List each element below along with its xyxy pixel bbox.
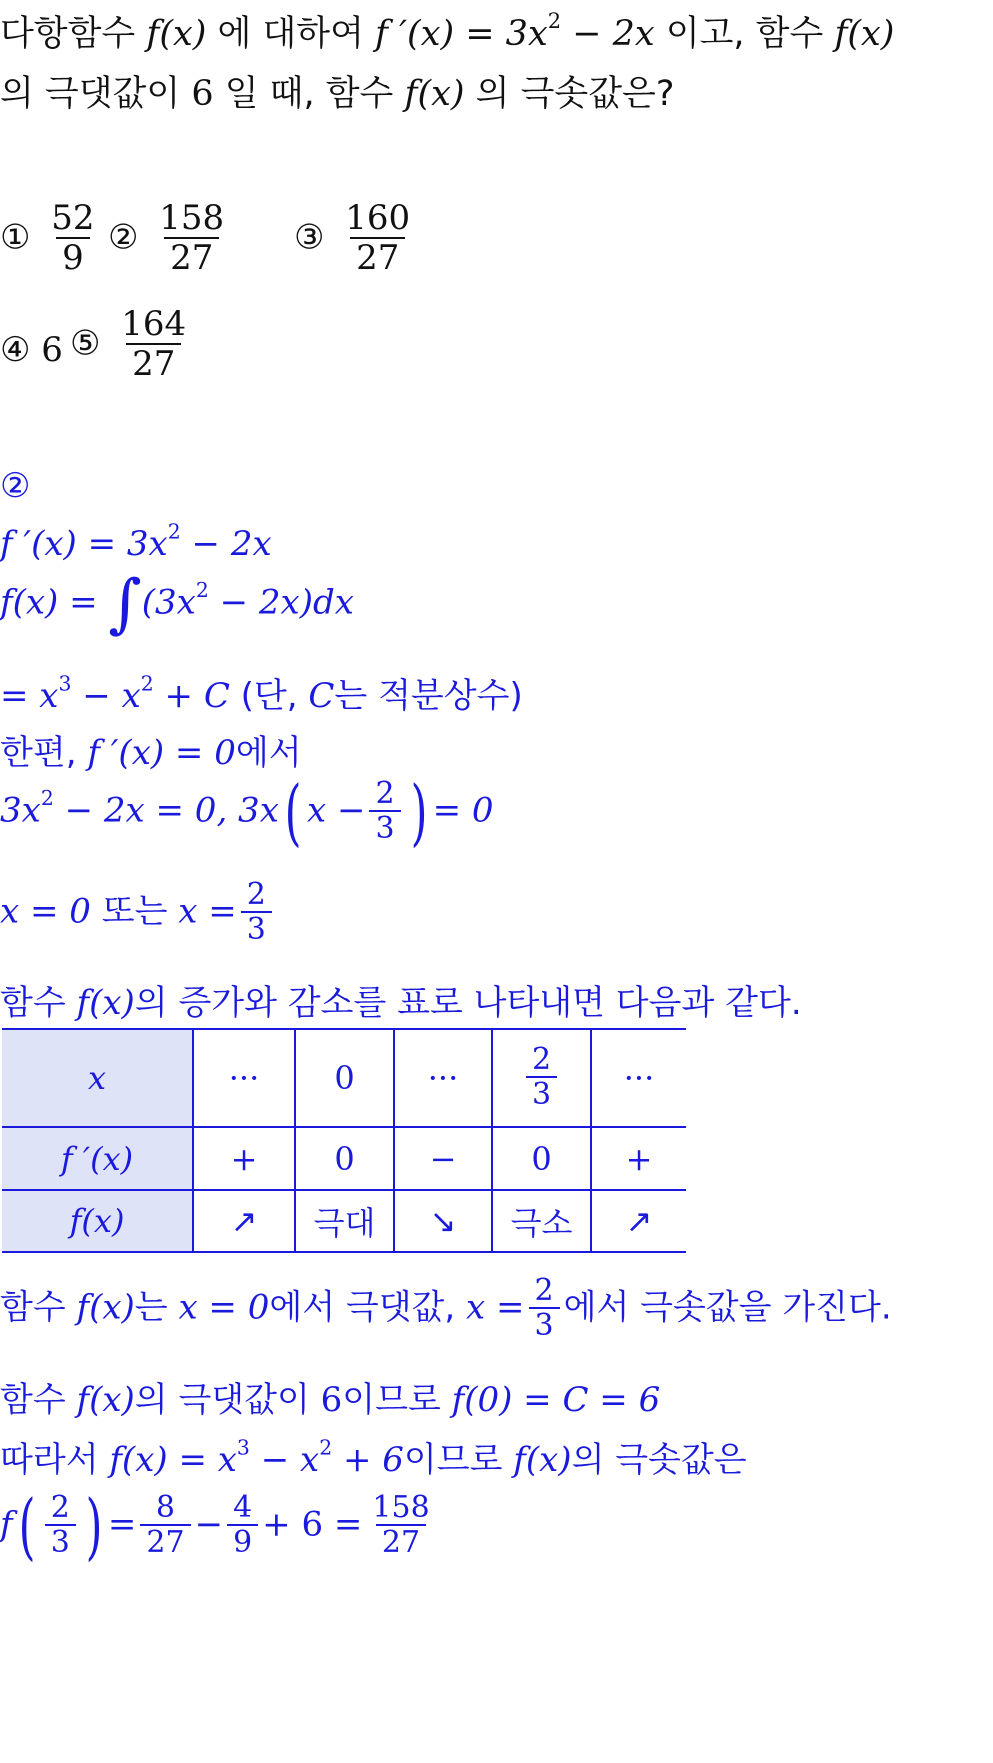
math-term: (3x [141,582,196,623]
table-cell-text: ··· [228,1059,260,1097]
solution-line-11 [0,1484,440,1568]
math-constant: C [308,676,335,716]
math-fx: f(x) [404,74,465,114]
table-head-derivative [2,1127,193,1190]
table-cell-text: ··· [623,1059,655,1097]
math-term: − 2x)dx [208,582,354,623]
solution-text: 한편, [0,733,88,773]
solution-line-2 [0,567,354,641]
math-term: + 6 = [262,1504,363,1545]
math-fx: f(x) = [0,582,109,623]
solution-line-4 [0,725,302,774]
solution-text: 함수 [0,1380,77,1420]
choice-value: 6 [41,330,63,370]
question-text: 에 대하여 [217,14,376,54]
fraction-denominator: 3 [526,1076,557,1113]
table-cell-text: + [230,1139,258,1178]
question-text: 일 때, 함수 [224,74,405,114]
table-cell [591,1190,686,1252]
math-term: 3x [0,790,41,831]
math-term: x = 0 [0,891,91,932]
solution-text: 이므로 [403,1440,514,1480]
solution-text: 또는 [90,891,179,932]
fraction-denominator: 3 [241,911,272,948]
fraction-denominator: 3 [369,810,400,847]
left-paren: ( [284,770,302,854]
math-term: x − [306,790,366,831]
table-head-function [2,1190,193,1252]
fraction-numerator: 2 [246,877,266,912]
fraction [526,1043,557,1113]
right-paren: ) [410,770,428,854]
fraction [529,1274,560,1344]
math-number: 6 [320,1380,343,1420]
table-cell [492,1190,591,1252]
choice-mark: ④ [0,330,31,370]
fraction-numerator: 4 [233,1490,253,1526]
math-fx: f(x) [76,1287,135,1328]
fraction-denominator: 3 [45,1524,76,1561]
table-cell [394,1190,492,1252]
table-cell-text: + [625,1139,653,1178]
table-cell [591,1127,686,1190]
choice-5[interactable] [70,306,196,384]
math-term: f [0,1504,13,1545]
math-number: 6 [191,74,214,114]
fraction-denominator: 9 [227,1524,258,1561]
table-cell [295,1127,394,1190]
table-cell [193,1029,295,1127]
table-cell [394,1127,492,1190]
fraction-denominator: 27 [164,237,219,278]
math-term: − x [71,676,141,716]
math-term: x = 0 [178,1287,270,1328]
table-cell-text: ··· [427,1059,459,1097]
question-line-1 [0,6,894,56]
math-term: + 6 [332,1440,404,1480]
choice-2[interactable] [108,200,234,278]
solution-text: 에서 [235,733,302,773]
math-derivative: f ′(x) = 3x [375,14,548,54]
fraction [366,1491,435,1561]
table-cell [492,1029,591,1127]
solution-text: 이므로 [342,1380,452,1420]
fraction-numerator: 2 [375,776,395,812]
solution-line-7 [0,975,802,1024]
math-term: − 2x [180,524,272,564]
increase-arrow-icon: ↗ [625,1202,653,1240]
table-cell-text: 0 [334,1059,355,1097]
fraction-denominator: 27 [350,237,405,278]
solution-line-9 [0,1372,660,1421]
fraction [369,777,400,847]
table-cell-text: 0 [531,1139,552,1178]
solution-line-5 [0,770,494,854]
math-exponent: 2 [547,9,562,34]
table-cell-text: − [429,1139,457,1178]
table-cell [193,1190,295,1252]
math-exponent: 2 [40,786,54,811]
fraction-numerator: 158 [159,198,225,238]
fraction-numerator: 8 [155,1490,176,1526]
math-term: − 2x [561,14,655,54]
right-paren: ) [85,1484,103,1568]
choice-mark: ③ [294,217,325,258]
math-exponent: 3 [58,671,72,696]
math-fx: f(x) [146,14,207,54]
fraction-numerator: 164 [121,304,187,344]
table-cell [394,1029,492,1127]
table-row-x [2,1029,686,1127]
math-term: f(0) = C = 6 [451,1380,661,1420]
math-fx: f(x) [76,983,135,1023]
decrease-arrow-icon: ↘ [429,1202,457,1240]
math-fx: f(x) [513,1440,572,1480]
choice-3[interactable] [294,200,420,278]
fraction [140,1491,190,1561]
math-term: = 0 [432,790,494,831]
math-term: + C [153,676,230,716]
solution-line-6 [0,878,276,948]
math-term: = [107,1504,137,1545]
fraction [227,1491,258,1561]
math-derivative: f ′(x) = 0 [87,733,236,773]
fraction-numerator: 160 [345,198,411,238]
fraction-denominator: 9 [56,237,90,278]
math-term: − x [249,1440,320,1480]
math-exponent: 3 [236,1435,250,1460]
choice-1[interactable] [0,200,105,278]
solution-text: 의 극솟값은 [571,1440,747,1480]
table-cell [591,1029,686,1127]
math-term: − [194,1504,224,1545]
solution-text: 의 극댓값이 [134,1380,321,1420]
math-exponent: 2 [319,1435,333,1460]
variation-table [2,1028,686,1253]
table-row-derivative [2,1127,686,1190]
fraction [241,878,272,948]
choice-mark: ① [0,217,31,258]
math-exponent: 2 [195,578,209,603]
solution-line-8 [0,1274,892,1344]
table-row-function [2,1190,686,1252]
choice-fraction [339,200,416,278]
table-head-text: f ′(x) [60,1139,134,1178]
table-cell [193,1127,295,1190]
choice-fraction [115,306,192,384]
question-text: 이고, 함수 [665,14,835,54]
math-term: x = [178,891,237,932]
fraction-numerator: 2 [531,1042,552,1078]
question-line-2 [0,66,674,116]
left-paren: ( [18,1484,36,1568]
fraction-numerator: 158 [372,1490,430,1526]
math-fx: f(x) [834,14,895,54]
question-text: 의 극솟값은? [475,74,675,114]
math-fx: f(x) [76,1380,135,1420]
question-text: 의 극댓값이 [0,74,192,114]
solution-line-1 [0,519,272,564]
fraction-denominator: 27 [140,1524,190,1561]
solution-text: 의 증가와 감소를 표로 나타내면 다음과 같다. [134,983,802,1023]
choice-mark: ② [108,217,139,258]
fraction-numerator: 2 [534,1273,554,1308]
solution-line-3 [0,668,523,717]
fraction-numerator: 2 [50,1490,70,1526]
table-cell [492,1127,591,1190]
solution-text: 함수 [0,1287,77,1328]
integral-sign: ∫ [108,567,142,641]
fraction-numerator: 52 [51,198,95,238]
math-term: = x [0,676,59,716]
fraction-denominator: 27 [376,1524,426,1561]
table-cell [295,1029,394,1127]
table-cell [295,1190,394,1252]
question-text: 다항함수 [0,14,147,54]
solution-text: 에서 극솟값을 가진다. [563,1287,892,1328]
math-term: − 2x = 0, 3x [53,790,279,831]
choice-4[interactable] [0,330,63,370]
math-derivative: f ′(x) = 3x [0,524,168,564]
table-cell-text: 극대 [313,1204,376,1242]
solution-text: 따라서 [0,1440,110,1480]
fraction-denominator: 3 [529,1307,560,1344]
answer-circle: ② [0,466,31,506]
solution-text: 에서 극댓값, [269,1287,467,1328]
solution-text: 는 [134,1287,179,1328]
math-term: x = [466,1287,525,1328]
math-exponent: 2 [140,671,154,696]
fraction [45,1491,76,1561]
table-cell-text: 0 [334,1139,355,1178]
table-head-text: f(x) [69,1202,125,1240]
math-exponent: 2 [167,519,181,544]
increase-arrow-icon: ↗ [230,1202,258,1240]
solution-line-10 [0,1432,747,1481]
table-cell-text: 극소 [510,1204,573,1242]
solution-text: (단, [229,676,309,716]
table-head-x [2,1029,193,1127]
table-head-text: x [87,1059,107,1097]
solution-text: 함수 [0,983,77,1023]
solution-text: 는 적분상수) [334,676,523,716]
math-term: f(x) = x [109,1440,237,1480]
choice-fraction [153,200,230,278]
fraction-denominator: 27 [126,343,181,384]
choice-fraction [45,200,100,278]
answer-mark [0,466,30,506]
choice-mark: ⑤ [70,323,101,364]
